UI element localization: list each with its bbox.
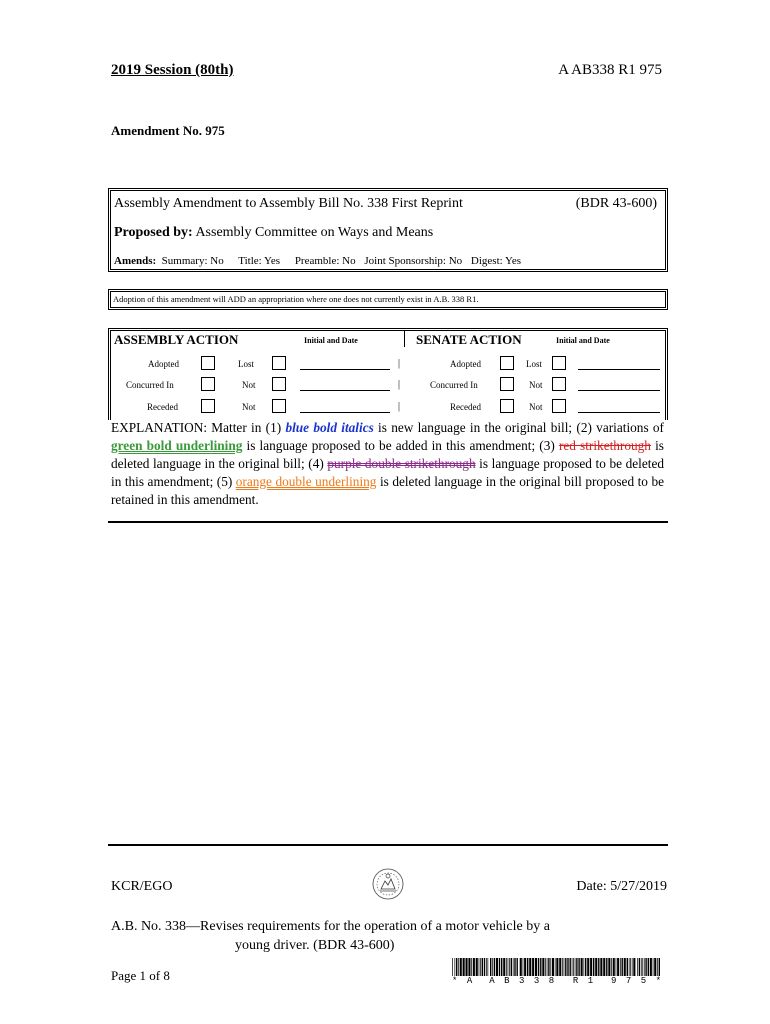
barcode-icon (452, 958, 662, 976)
barcode-bar (598, 958, 599, 976)
assembly-not-checkbox-1[interactable] (272, 377, 286, 391)
barcode-bar (479, 958, 480, 976)
barcode-bar (471, 958, 472, 976)
barcode-bar (476, 958, 478, 976)
barcode-bar (529, 958, 531, 976)
barcode-bar (639, 958, 640, 976)
barcode-char: 9 (611, 976, 617, 986)
barcode-char: 5 (640, 976, 647, 986)
barcode-bar (492, 958, 493, 976)
assembly-action-title: ASSEMBLY ACTION (114, 332, 239, 347)
assembly-adopted-checkbox[interactable] (201, 356, 215, 370)
barcode-bar (456, 958, 457, 976)
barcode-bar (590, 958, 592, 976)
barcode-bar (595, 958, 597, 976)
barcode-bar (630, 958, 631, 976)
barcode-char: * (655, 976, 662, 986)
barcode-bar (576, 958, 577, 976)
barcode-char: 1 (587, 976, 594, 986)
amends-digest: Digest: Yes (470, 255, 522, 267)
explanation-green: green bold underlining (111, 438, 243, 453)
senate-concurred-label: Concurred In (430, 380, 478, 390)
proposed-by-value: Assembly Committee on Ways and Means (195, 225, 434, 240)
barcode-bar (503, 958, 505, 976)
barcode-bar (511, 958, 512, 976)
barcode-bar (484, 958, 485, 976)
barcode-bar (486, 958, 487, 976)
barcode-bar (593, 958, 594, 976)
explanation-orange: orange double underlining (235, 474, 377, 489)
barcode-bar (514, 958, 515, 976)
explanation-purple: purple double strikethrough (327, 456, 476, 471)
assembly-receded-checkbox[interactable] (201, 399, 215, 413)
barcode-bar (587, 958, 589, 976)
assembly-not-checkbox-2[interactable] (272, 399, 286, 413)
page-number: Page 1 of 8 (111, 968, 170, 983)
barcode-bar (545, 958, 546, 976)
barcode-bar (480, 958, 481, 976)
barcode-bar (463, 958, 465, 976)
barcode-bar (482, 958, 483, 976)
barcode-bar (616, 958, 617, 976)
amendment-date: Date: 5/27/2019 (576, 879, 667, 894)
barcode-bar (627, 958, 628, 976)
proposed-by (114, 225, 433, 241)
amendment-description: Assembly Amendment to Assembly Bill No. 338 First Reprint (114, 196, 463, 211)
barcode-bar (535, 958, 537, 976)
assembly-not-label-1: Not (242, 380, 256, 390)
explanation-text: is new language in the original bill; (2) variations of (373, 420, 664, 435)
separator: | (398, 358, 401, 369)
explanation-red: red strikethrough (558, 438, 651, 453)
assembly-lost-checkbox[interactable] (272, 356, 286, 370)
barcode-bar (572, 958, 573, 976)
barcode-bar (603, 958, 605, 976)
barcode-bar (570, 958, 571, 976)
senate-adopted-checkbox[interactable] (500, 356, 514, 370)
explanation-text: is deleted language in the original bill; (4) (111, 438, 664, 471)
barcode-bar (573, 958, 574, 976)
barcode-bar (509, 958, 510, 976)
explanation-text: is deleted language in the original bill proposed to be retained in this amendment. (111, 474, 664, 507)
barcode-bar (584, 958, 585, 976)
assembly-not-label-2: Not (242, 402, 256, 412)
senate-not-label-1: Not (529, 380, 543, 390)
senate-initial-line-3[interactable] (578, 412, 660, 413)
proposed-by-label: Proposed by: (114, 225, 193, 240)
barcode-bar (645, 958, 646, 976)
assembly-initial-line-2[interactable] (300, 390, 390, 391)
assembly-initial-date: Initial and Date (304, 336, 358, 345)
adoption-note-box (108, 289, 668, 310)
barcode-bar (613, 958, 615, 976)
barcode-bar (494, 958, 495, 976)
barcode-bar (600, 958, 602, 976)
bill-summary (111, 917, 550, 955)
bill-summary-line-1: A.B. No. 338—Revises requirements for the operation of a motor vehicle by a (111, 919, 550, 934)
senate-receded-label: Receded (450, 402, 481, 412)
senate-initial-line-1[interactable] (578, 369, 660, 370)
barcode-bar (657, 958, 658, 976)
assembly-initial-line-1[interactable] (300, 369, 390, 370)
senate-action-title: SENATE ACTION (416, 332, 522, 347)
barcode-bar (632, 958, 633, 976)
senate-not-checkbox-1[interactable] (552, 377, 566, 391)
barcode-bar (556, 958, 558, 976)
barcode-bar (508, 958, 509, 976)
senate-receded-checkbox[interactable] (500, 399, 514, 413)
barcode-bar (581, 958, 583, 976)
barcode-bar (564, 958, 565, 976)
barcode-bar (659, 958, 660, 976)
session-title: 2019 Session (80th) (111, 62, 234, 78)
barcode-bar (473, 958, 475, 976)
barcode-bar (513, 958, 514, 976)
drafter-initials: KCR/EGO (111, 879, 173, 894)
senate-not-label-2: Not (529, 402, 543, 412)
action-table (108, 328, 668, 420)
senate-initial-line-2[interactable] (578, 390, 660, 391)
barcode-char: B (504, 976, 510, 986)
barcode-bar (542, 958, 544, 976)
separator: | (398, 379, 401, 390)
bill-summary-line-2: young driver. (BDR 43-600) (235, 938, 395, 953)
barcode-bar (654, 958, 656, 976)
barcode-bar (585, 958, 586, 976)
barcode-bar (524, 958, 526, 976)
barcode-bar (629, 958, 630, 976)
barcode-bar (490, 958, 491, 976)
explanation-text: is language proposed to be added in this amendment; (3) (242, 438, 559, 453)
assembly-adopted-label: Adopted (148, 359, 179, 369)
amends-title: Title: Yes (238, 255, 281, 267)
barcode-bar (578, 958, 579, 976)
barcode-bar (452, 958, 453, 976)
barcode-bar (506, 958, 507, 976)
explanation-blue: blue bold italics (285, 420, 374, 435)
barcode-bar (468, 958, 470, 976)
senate-initial-date: Initial and Date (556, 336, 610, 345)
barcode-bar (624, 958, 626, 976)
barcode-bar (622, 958, 623, 976)
barcode-char: 8 (548, 976, 555, 986)
barcode-bar (517, 958, 518, 976)
barcode-bar (527, 958, 528, 976)
explanation-text: is language proposed to be deleted in this amendment; (5) (111, 456, 664, 489)
assembly-concurred-label: Concurred In (126, 380, 174, 390)
barcode-bar (641, 958, 642, 976)
assembly-lost-label: Lost (238, 359, 255, 369)
barcode-bar (633, 958, 635, 976)
barcode-bar (540, 958, 541, 976)
barcode-char: A (466, 976, 473, 986)
bdr-number: (BDR 43-600) (575, 196, 657, 211)
explanation-text: EXPLANATION: Matter in (1) (111, 420, 286, 435)
barcode-bar (559, 958, 561, 976)
barcode-char: R (572, 976, 579, 986)
barcode-bar (555, 958, 556, 976)
amendment-summary-box (108, 188, 668, 272)
barcode-bar (538, 958, 539, 976)
amends-preamble: Preamble: No (294, 255, 356, 267)
footer-rule (108, 844, 668, 846)
senate-adopted-label: Adopted (450, 359, 481, 369)
barcode-char: * (452, 976, 458, 986)
senate-lost-checkbox[interactable] (552, 356, 566, 370)
senate-concurred-checkbox[interactable] (500, 377, 514, 391)
barcode-bar (642, 958, 643, 976)
barcode-bar (501, 958, 502, 976)
amends-label: Amends: (114, 255, 157, 267)
barcode-bar (548, 958, 549, 976)
barcode-bar (455, 958, 456, 976)
barcode-bar (567, 958, 568, 976)
barcode-bar (650, 958, 652, 976)
barcode-bar (648, 958, 649, 976)
amendment-code: A AB338 R1 975 (558, 62, 662, 78)
senate-not-checkbox-2[interactable] (552, 399, 566, 413)
barcode-bar (575, 958, 576, 976)
senate-lost-label: Lost (526, 359, 543, 369)
adoption-note: Adoption of this amendment will ADD an appropriation where one does not currently exist in A.B. 338 R1. (113, 294, 479, 304)
barcode-char: 3 (518, 976, 525, 986)
amendment-number: Amendment No. 975 (111, 123, 225, 138)
barcode-bar (606, 958, 607, 976)
barcode-bar (460, 958, 462, 976)
amends-summary: Summary: No (161, 255, 224, 267)
separator: | (398, 401, 401, 412)
barcode-bar (458, 958, 459, 976)
barcode-bar (466, 958, 468, 976)
barcode-bar (617, 958, 619, 976)
assembly-concurred-checkbox[interactable] (201, 377, 215, 391)
barcode-bar (653, 958, 654, 976)
barcode-bar (611, 958, 612, 976)
barcode-bar (550, 958, 551, 976)
barcode-bar (620, 958, 621, 976)
assembly-initial-line-3[interactable] (300, 412, 390, 413)
amends-joint-sponsorship: Joint Sponsorship: No (364, 255, 463, 267)
barcode-bar (552, 958, 554, 976)
barcode-bar (562, 958, 563, 976)
barcode-bar (565, 958, 566, 976)
barcode-char: 7 (625, 976, 632, 986)
barcode-bar (547, 958, 548, 976)
barcode-bar (608, 958, 610, 976)
action-divider (404, 331, 405, 347)
barcode-bar (488, 958, 489, 976)
barcode-char: A (489, 976, 495, 986)
barcode-bar (644, 958, 645, 976)
barcode-bar (637, 958, 638, 976)
barcode-bar (499, 958, 500, 976)
explanation-paragraph (111, 419, 664, 509)
barcode-bar (532, 958, 534, 976)
amends-line (114, 255, 533, 267)
assembly-receded-label: Receded (147, 402, 178, 412)
barcode-bar (496, 958, 498, 976)
explanation-rule (108, 521, 668, 523)
nevada-seal-icon (371, 867, 405, 901)
barcode-char: 3 (533, 976, 540, 986)
barcode-bar (520, 958, 522, 976)
barcode-bar (523, 958, 524, 976)
